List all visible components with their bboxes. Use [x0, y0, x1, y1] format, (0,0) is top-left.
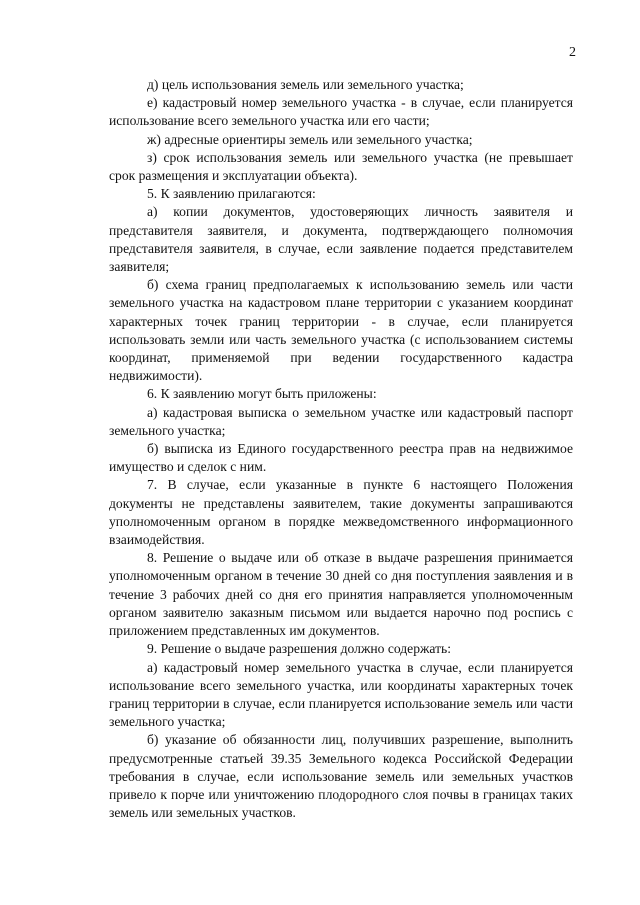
section-5-heading: 5. К заявлению прилагаются:: [147, 186, 316, 202]
item-d-land-use-purpose: д) цель использования земель или земельного участка;: [147, 77, 464, 92]
section-8: 8. Решение о выдаче или об отказе в выдаче разрешения принимается уполномоченным органом в течение 30 дней со дня поступления заявления и в течение 3 рабочих дней со дня его принятия направляется уполномоченным органом заявителю заказным письмом или выдается нарочно под роспись с приложением представленных им документов.: [109, 550, 573, 639]
item-e-cadastral-number: е) кадастровый номер земельного участка - в случае, если планируется использование всего земельного участка или его части;: [109, 95, 573, 129]
section-5-item-a: а) копии документов, удостоверяющих личность заявителя и представителя заявителя, и документа, подтверждающего полномочия представителя заявителя, в случае, если заявление подается представителем заявителя;: [109, 204, 573, 275]
section-7: 7. В случае, если указанные в пункте 6 настоящего Положения документы не представлены заявителем, такие документы запрашиваются уполномоченным органом в порядке межведомственного информационного взаимодействия.: [109, 477, 573, 548]
section-9-item-b: б) указание об обязанности лиц, получивших разрешение, выполнить предусмотренные статьей 39.35 Земельного кодекса Российской Федерации требования в случае, если использование земель или земельных участков привело к порче или уничтожению плодородного слоя почвы в границах таких земель или земельных участков.: [109, 732, 573, 821]
document-body: [109, 76, 573, 822]
section-9-heading: 9. Решение о выдаче разрешения должно содержать:: [147, 641, 452, 657]
item-z-usage-term: з) срок использования земель или земельного участка (не превышает срок размещения и эксплуатации объекта).: [109, 149, 573, 184]
section-6-item-b: б) выписка из Единого государственного реестра прав на недвижимое имущество и сделок с ним.: [109, 441, 573, 475]
section-5-item-b: б) схема границ предполагаемых к использованию земель или части земельного участка на кадастровом плане территории с указанием координат характерных точек границ территории - в случае, если планируется использовать земли или часть земельного участка (с использованием системы координат, применяемой при ведении государственного кадастра недвижимости).: [109, 277, 573, 384]
section-9-item-a: а) кадастровый номер земельного участка в случае, если планируется использование всего земельного участка, или координаты характерных точек границ территории в случае, если планируется использование земель или части земельного участка;: [109, 659, 573, 730]
section-6-item-a: а) кадастровая выписка о земельном участке или кадастровый паспорт земельного участка;: [109, 404, 573, 438]
item-zh-address-landmarks: ж) адресные ориентиры земель или земельного участка;: [147, 131, 473, 147]
section-6-heading: 6. К заявлению могут быть приложены:: [147, 386, 377, 402]
page-number: 2: [569, 45, 576, 60]
